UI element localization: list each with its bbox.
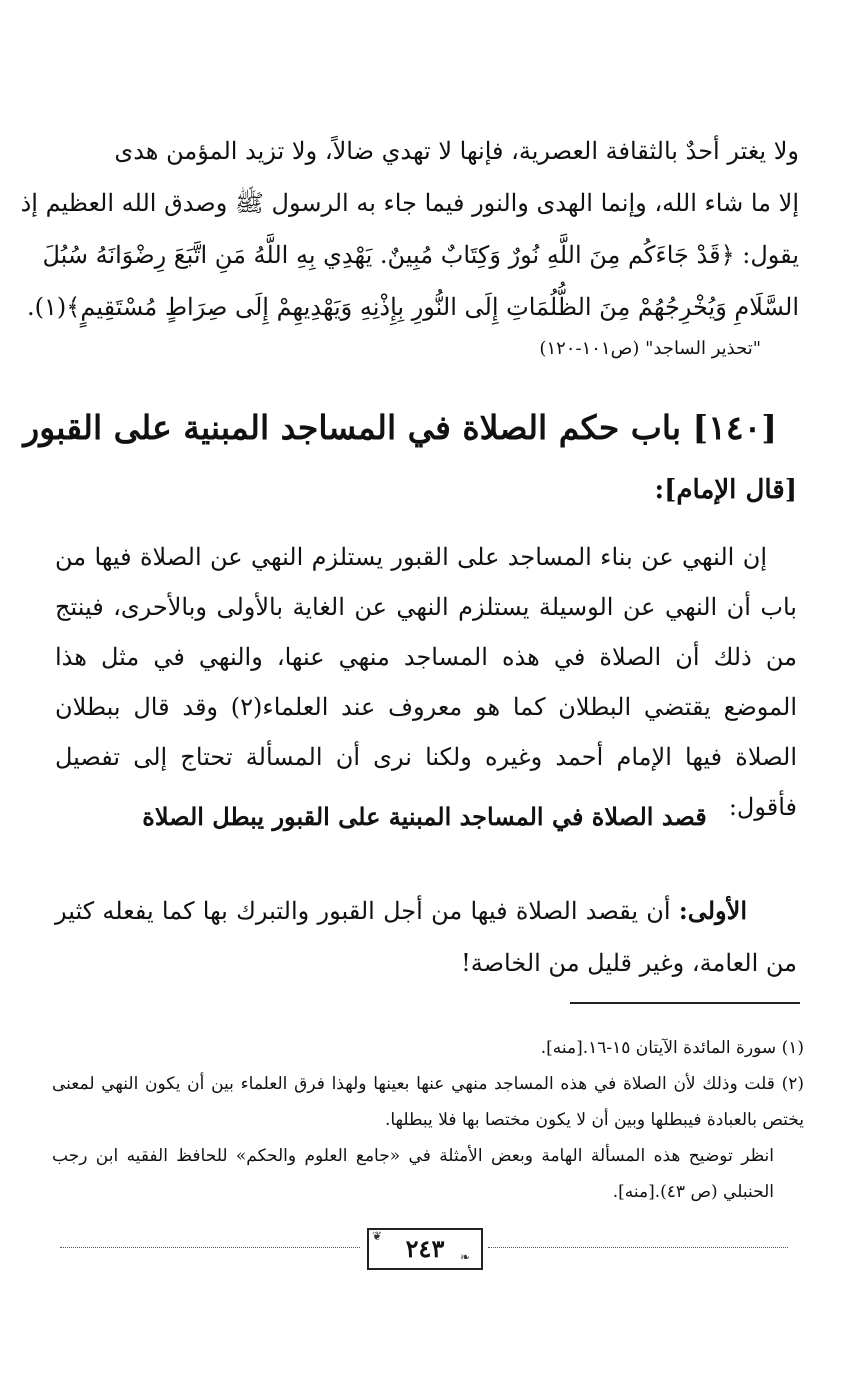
section-heading: قصد الصلاة في المساجد المبنية على القبور يبطل الصلاة — [142, 802, 707, 831]
footnotes — [52, 1030, 804, 1210]
folio-rule-right — [488, 1247, 788, 1248]
body-text — [55, 532, 797, 832]
intro-line-3: يقول: ﴿قَدْ جَاءَكُم مِنَ اللَّهِ نُورٌ وَكِتَابٌ مُبِينٌ. يَهْدِي بِهِ اللَّهُ مَنِ اتَّبَعَ رِضْوَانَهُ سُبُلَ — [42, 241, 799, 269]
folio-ornament-icon: ❦ — [372, 1229, 383, 1243]
quote-source: "تحذير الساجد" (ص١٠١-١٢٠) — [539, 338, 761, 359]
section-text: أن يقصد الصلاة فيها من أجل القبور والتبرك بها كما يفعله كثير من العامة، وغير قليل من الخاصة! — [55, 897, 797, 977]
footnote-2: (٢) قلت وذلك لأن الصلاة في هذه المساجد منهي عنها بعينها ولهذا فرق العلماء بين أن يكون النهي لمعنى يختص بالعبادة فيبطلها وبين أن لا يكون مختصا بها فلا يبطلها. — [52, 1074, 804, 1130]
folio-rule-left — [60, 1247, 360, 1248]
intro-line-1: ولا يغتر أحدٌ بالثقافة العصرية، فإنها لا تهدي ضالاً، ولا تزيد المؤمن هدى — [114, 137, 799, 165]
page-number: ٢٤٣ — [405, 1234, 445, 1263]
body-paragraph: إن النهي عن بناء المساجد على القبور يستلزم النهي عن الصلاة فيها من باب أن النهي عن الوسيلة يستلزم النهي عن الغاية بالأولى وبالأحرى، فينتج من ذلك أن الصلاة في هذه المساجد منهي عنها، والنهي في مثل هذا الموضع يقتضي البطلان كما هو معروف عند العلماء(٢) وقد قال ببطلان الصلاة فيها الإمام أحمد وغيره ولكنا نرى أن المسألة تحتاج إلى تفصيل فأقول: — [55, 543, 797, 821]
folio-ornament-icon: ❧ — [460, 1250, 471, 1264]
section-lead: الأولى: — [678, 896, 747, 925]
intro-line-4: السَّلَامِ وَيُخْرِجُهُمْ مِنَ الظُّلُمَاتِ إِلَى النُّورِ بِإِذْنِهِ وَيَهْدِيهِمْ إِلَى صِرَاطٍ مُسْتَقِيمٍ﴾(١). — [27, 293, 799, 321]
intro-line-2: إلا ما شاء الله، وإنما الهدى والنور فيما جاء به الرسول ﷺ وصدق الله العظيم إذ — [20, 189, 799, 217]
section-paragraph — [55, 885, 797, 989]
chapter-title: [١٤٠] باب حكم الصلاة في المساجد المبنية على القبور — [23, 408, 777, 447]
footnote-1: (١) سورة المائدة الآيتان ١٥-١٦.[منه]. — [540, 1038, 804, 1058]
subheading: [قال الإمام]: — [654, 475, 797, 505]
footnote-2-continuation: انظر توضيح هذه المسألة الهامة وبعض الأمثلة في «جامع العلوم والحكم» للحافظ الفقيه ابن رجب الحنبلي (ص ٤٣).[منه]. — [52, 1146, 774, 1202]
footnote-separator — [570, 1002, 800, 1004]
